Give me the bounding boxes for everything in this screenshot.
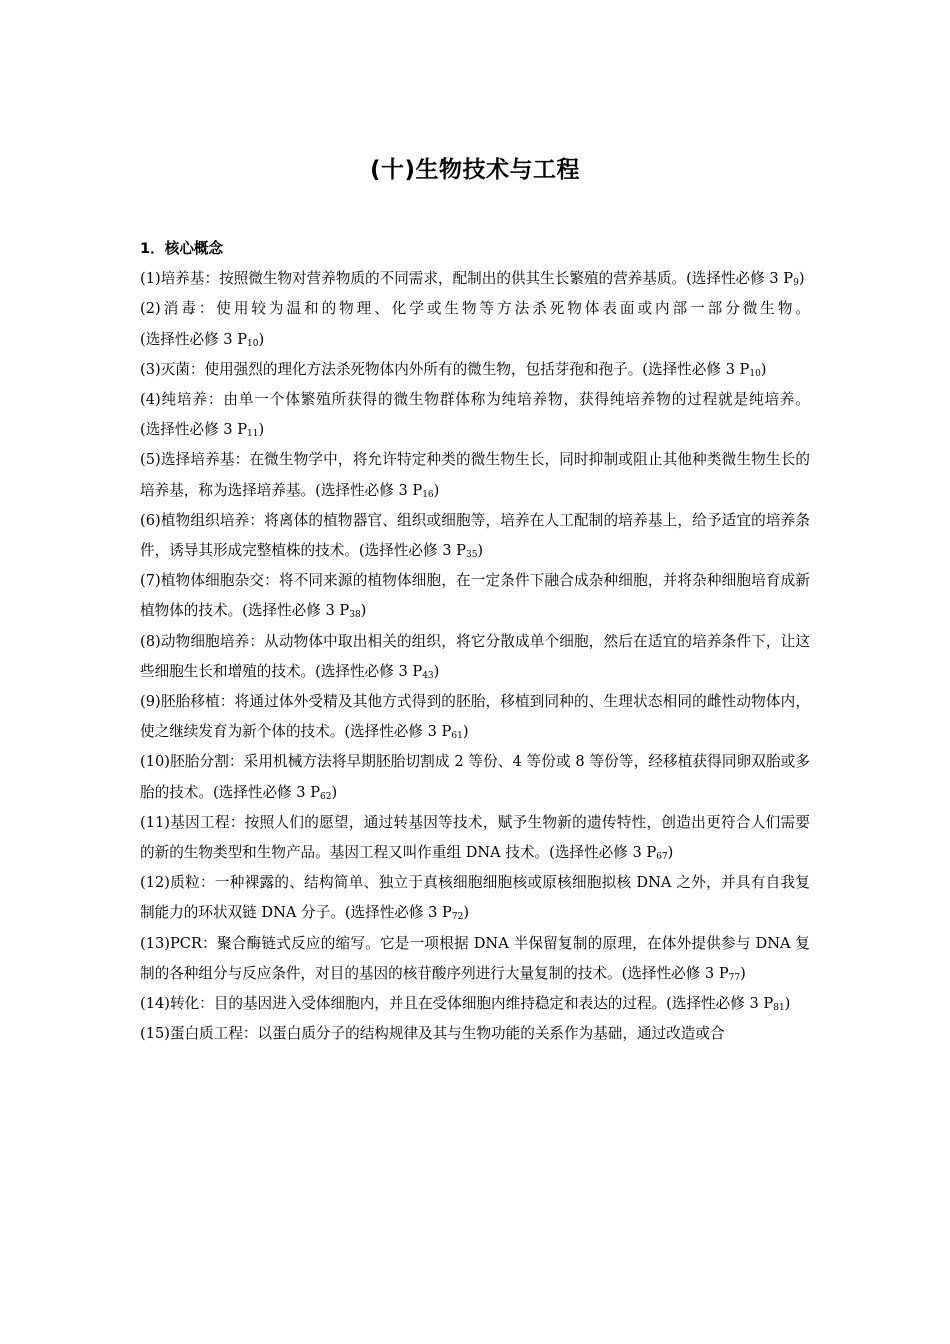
section-heading: 1．核心概念 xyxy=(140,240,224,257)
entry-number: (6) xyxy=(140,511,161,529)
reference-text: (选择性必修 3 P xyxy=(344,904,452,922)
reference-close: ) xyxy=(433,481,440,499)
reference-text: (选择性必修 3 P xyxy=(344,723,452,741)
entry-reference xyxy=(666,995,790,1012)
entry-number: (10) xyxy=(140,753,170,771)
entry-text: 选择培养基：在微生物学中，将允许特定种类的微生物生长，同时抑制或阻止其他种类微生物生长的培养基，称为选择培养基。 xyxy=(140,451,810,499)
reference-page: 77 xyxy=(728,972,741,983)
reference-close: ) xyxy=(360,602,367,620)
concept-entry xyxy=(140,355,810,385)
reference-close: ) xyxy=(258,330,265,348)
reference-page: 38 xyxy=(349,610,361,621)
reference-text: (选择性必修 3 P xyxy=(358,542,466,560)
entry-reference xyxy=(686,270,804,287)
entry-number: (13) xyxy=(140,934,170,952)
reference-close: ) xyxy=(433,662,440,680)
reference-close: ) xyxy=(784,995,791,1013)
reference-close: ) xyxy=(740,964,746,982)
concept-entry xyxy=(140,929,810,989)
entry-reference xyxy=(140,331,264,348)
reference-text: (选择性必修 3 P xyxy=(621,964,729,982)
reference-page: 35 xyxy=(465,550,478,561)
entry-text: PCR：聚合酶链式反应的缩写。它是一项根据 DNA 半保留复制的原理，在体外提供参与 DNA 复制的各种组分与反应条件，对目的基因的核苷酸序列进行大量复制的技术。 xyxy=(140,934,810,982)
entry-number: (5) xyxy=(140,451,161,469)
entry-text: 胚胎移植：将通过体外受精及其他方式得到的胚胎，移植到同种的、生理状态相同的雌性动物体内，使之继续发育为新个体的技术。 xyxy=(140,693,810,741)
reference-page: 61 xyxy=(451,731,463,742)
entry-reference xyxy=(315,663,439,680)
reference-text: (选择性必修 3 P xyxy=(666,995,774,1013)
reference-text: (选择性必修 3 P xyxy=(315,662,423,680)
entry-text: 植物体细胞杂交：将不同来源的植物体细胞，在一定条件下融合成杂种细胞，并将杂种细胞培育成新植物体的技术。 xyxy=(140,572,810,620)
entry-text: 基因工程：按照人们的愿望，通过转基因等技术，赋予生物新的遗传特性，创造出更符合人们需要的新的生物类型和生物产品。基因工程又叫作重组 DNA 技术。 xyxy=(140,813,810,862)
reference-close: ) xyxy=(760,360,767,378)
page-title: (十)生物技术与工程 xyxy=(369,157,581,183)
entry-number: (7) xyxy=(140,572,161,590)
reference-text: (选择性必修 3 P xyxy=(549,844,657,862)
entry-number: (14) xyxy=(140,995,170,1013)
entry-reference xyxy=(549,844,673,861)
reference-close: ) xyxy=(331,783,338,801)
concept-entry xyxy=(140,687,810,747)
reference-page: 11 xyxy=(247,429,259,440)
entry-text: 质粒：一种裸露的、结构简单、独立于真核细胞细胞核或原核细胞拟核 DNA 之外，并具有自我复制能力的环状双链 DNA 分子。 xyxy=(140,874,810,922)
reference-text: (选择性必修 3 P xyxy=(140,330,248,348)
reference-close: ) xyxy=(462,723,469,741)
reference-close: ) xyxy=(258,421,265,439)
entry-reference xyxy=(642,361,766,378)
entry-number: (1) xyxy=(140,270,161,288)
concept-list xyxy=(140,264,810,1049)
reference-close: ) xyxy=(463,904,470,922)
document-body xyxy=(140,234,810,1049)
entry-number: (4) xyxy=(140,391,161,409)
reference-page: 72 xyxy=(451,912,464,923)
reference-close: ) xyxy=(667,844,674,862)
reference-page: 81 xyxy=(773,1003,785,1014)
entry-reference xyxy=(315,482,439,499)
entry-reference xyxy=(213,784,337,801)
concept-entry xyxy=(140,294,810,354)
concept-entry xyxy=(140,868,810,928)
reference-page: 67 xyxy=(656,852,668,863)
reference-page: 10 xyxy=(247,338,259,349)
reference-page: 62 xyxy=(320,791,332,802)
entry-number: (8) xyxy=(140,632,161,650)
entry-number: (12) xyxy=(140,874,170,892)
concept-entry xyxy=(140,1019,810,1049)
concept-entry xyxy=(140,566,810,626)
entry-text: 胚胎分割：采用机械方法将早期胚胎切割成 2 等份、4 等份或 8 等份等，经移植获得同卵双胎或多胎的技术。 xyxy=(140,753,810,801)
concept-entry xyxy=(140,808,810,868)
concept-entry xyxy=(140,627,810,687)
reference-text: (选择性必修 3 P xyxy=(242,602,350,620)
concept-entry xyxy=(140,385,810,445)
reference-text: (选择性必修 3 P xyxy=(642,360,750,378)
concept-entry xyxy=(140,506,810,566)
entry-reference xyxy=(140,421,264,438)
reference-text: (选择性必修 3 P xyxy=(686,270,794,288)
entry-text: 纯培养：由单一个体繁殖所获得的微生物群体称为纯培养物，获得纯培养物的过程就是纯培养。 xyxy=(160,391,810,409)
reference-page: 43 xyxy=(422,670,434,681)
concept-entry xyxy=(140,747,810,807)
entry-reference xyxy=(622,965,746,982)
entry-number: (9) xyxy=(140,693,161,711)
entry-number: (11) xyxy=(140,813,170,831)
reference-page: 10 xyxy=(749,368,761,379)
entry-text: 培养基：按照微生物对营养物质的不同需求，配制出的供其生长繁殖的营养基质。 xyxy=(160,270,687,288)
entry-text: 动物细胞培养：从动物体中取出相关的组织，将它分散成单个细胞，然后在适宜的培养条件下，让这些细胞生长和增殖的技术。 xyxy=(140,632,810,680)
entry-number: (15) xyxy=(140,1025,170,1043)
entry-text: 消毒：使用较为温和的物理、化学或生物等方法杀死物体表面或内部一部分微生物。 xyxy=(160,300,810,318)
entry-text: 蛋白质工程：以蛋白质分子的结构规律及其与生物功能的关系作为基础，通过改造或合 xyxy=(169,1025,725,1043)
entry-text: 灭菌：使用强烈的理化方法杀死物体内外所有的微生物，包括芽孢和孢子。 xyxy=(160,360,643,378)
entry-text: 转化：目的基因进入受体细胞内，并且在受体细胞内维持稳定和表达的过程。 xyxy=(169,995,667,1013)
reference-close: ) xyxy=(477,542,484,560)
concept-entry xyxy=(140,264,810,294)
entry-number: (3) xyxy=(140,360,161,378)
entry-text: 植物组织培养：将离体的植物器官、组织或细胞等，培养在人工配制的培养基上，给予适宜的培养条件，诱导其形成完整植株的技术。 xyxy=(140,511,810,560)
reference-text: (选择性必修 3 P xyxy=(212,783,321,801)
entry-reference xyxy=(359,542,483,559)
entry-reference xyxy=(344,723,468,740)
concept-entry xyxy=(140,445,810,505)
entry-reference xyxy=(242,602,366,619)
reference-page: 16 xyxy=(422,489,434,500)
reference-text: (选择性必修 3 P xyxy=(140,421,248,439)
concept-entry xyxy=(140,989,810,1019)
entry-reference xyxy=(345,904,469,921)
reference-close: ) xyxy=(798,270,805,288)
entry-number: (2) xyxy=(140,300,161,318)
reference-page: 9 xyxy=(793,278,799,289)
reference-text: (选择性必修 3 P xyxy=(315,481,423,499)
